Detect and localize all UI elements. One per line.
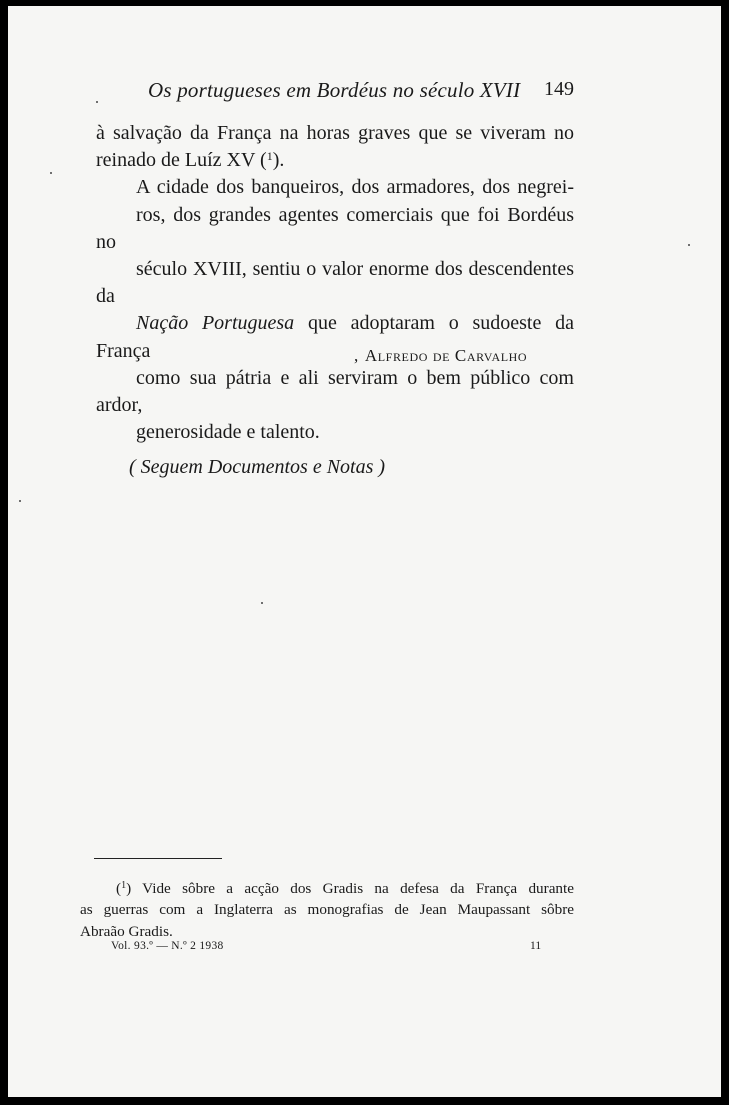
paragraph-2-line-5: como sua pátria e ali serviram o bem público com ardor, [96,366,574,417]
footnote-ref: 1 [266,149,273,164]
page-number: 149 [544,78,574,100]
footnote [80,878,574,942]
page [8,6,721,1097]
body-text [96,120,574,446]
footnote-line-2: as guerras com a Inglaterra as monografias de Jean Maupassant sôbre [80,901,574,919]
paragraph-2-line-6: generosidade e talento. [136,421,320,444]
paper-speck [261,602,263,604]
footnote-line-3: Abraão Gradis. [80,922,173,940]
paragraph-1 [96,120,574,174]
running-head [96,74,574,104]
paragraph-1-line-2-text: reinado de Luíz XV [96,149,256,172]
author-name: Alfredo de Carvalho [364,346,528,365]
paper-speck [96,101,98,103]
continuation-note: ( Seguem Documentos e Notas ) [129,456,386,478]
footnote-ref-close: ). [272,149,285,172]
paper-speck [19,500,21,502]
paragraph-1-line-2 [96,147,574,174]
paper-speck [688,244,690,246]
footnote-ref-open: ( [260,149,267,172]
paragraph-2-line-1: A cidade dos banqueiros, dos armadores, dos negrei- [136,176,574,199]
nacao-portuguesa-italic: Nação Portuguesa [136,312,295,335]
signature-mark: , [354,346,359,365]
paragraph-2-line-4-rest: que adoptaram o sudoeste da França [96,312,574,362]
author-signature [354,346,527,366]
press-signature-sheet: 11 [530,940,542,952]
running-title: Os portugueses em Bordéus no século XVII [148,78,521,102]
paragraph-2-line-2: ros, dos grandes agentes comerciais que foi Bordéus no [96,203,574,253]
paragraph-1-line-1: à salvação da França na horas graves que se viveram no [96,122,574,144]
footnote-rule [94,858,222,859]
paragraph-2-line-3: século XVIII, sentiu o valor enorme dos descendentes da [96,258,574,308]
paper-speck [50,172,52,174]
paragraph-2 [96,174,574,446]
press-signature-volume: Vol. 93.º — N.º 2 1938 [111,940,224,952]
footnote-line-1-text: Vide sôbre a acção dos Gradis na defesa da França durante [142,880,574,897]
footnote-marker: 1 [121,880,127,891]
footnote-line-1: ($^1$) Vide sôbre a acção dos Gradis na defesa da França durante [116,880,574,897]
